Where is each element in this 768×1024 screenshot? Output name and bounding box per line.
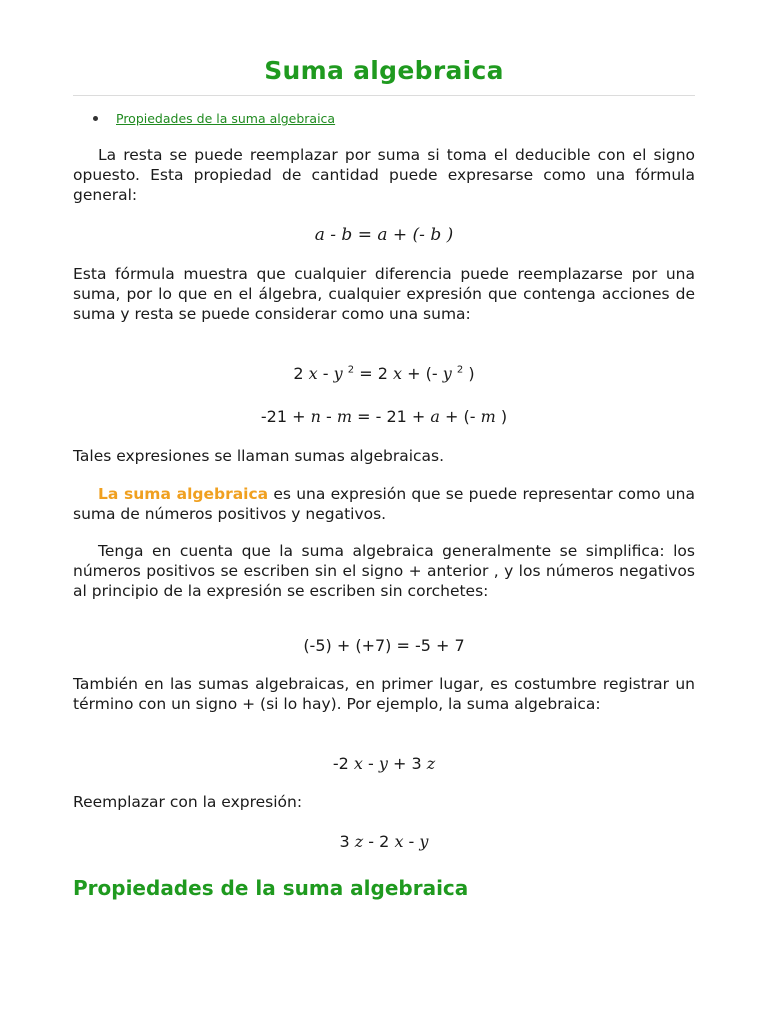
table-of-contents [93,111,335,126]
paragraph-4 [73,484,695,524]
formula-4: (-5) + (+7) = -5 + 7 [303,636,465,655]
paragraph-7: Reemplazar con la expresión: [73,793,303,811]
formula-general: a - b = a + (- b ) [314,225,454,245]
paragraph-5: Tenga en cuenta que la suma algebraica generalmente se simplifica: los números positivos se escriben sin el signo + anterior , y los números negativos al principio de la expresión se escriben sin corchetes: [73,542,695,600]
section-heading: Propiedades de la suma algebraica [73,876,469,900]
formula-2: 2 x - y $^2$ = 2 x + (- y $^2$ ) [293,364,475,383]
paragraph-4-text: es una expresión que se puede representar como una suma de números positivos y negativos. [73,485,696,523]
toc-link-propiedades[interactable]: Propiedades de la suma algebraica [116,111,336,126]
title-divider [73,95,695,96]
paragraph-2: Esta fórmula muestra que cualquier diferencia puede reemplazarse por una suma, por lo que en el álgebra, cualquier expresión que contenga acciones de suma y resta se puede considerar como una suma: [73,265,695,323]
highlighted-term: La suma algebraica [98,485,269,503]
paragraph-6: También en las sumas algebraicas, en primer lugar, es costumbre registrar un término con un signo + (si lo hay). Por ejemplo, la suma algebraica: [73,675,695,713]
paragraph-1: La resta se puede reemplazar por suma si toma el deducible con el signo opuesto. Esta propiedad de cantidad puede expresarse como una fórmula general: [73,146,695,204]
formula-5: -2 x - y + 3 z [332,754,436,773]
page-title: Suma algebraica [264,56,504,85]
formula-3: -21 + n - m = - 21 + a + (- m ) [260,407,508,426]
paragraph-3: Tales expresiones se llaman sumas algebraicas. [73,447,445,465]
formula-6: 3 z - 2 x - y [339,832,429,851]
bullet-icon [93,116,98,121]
